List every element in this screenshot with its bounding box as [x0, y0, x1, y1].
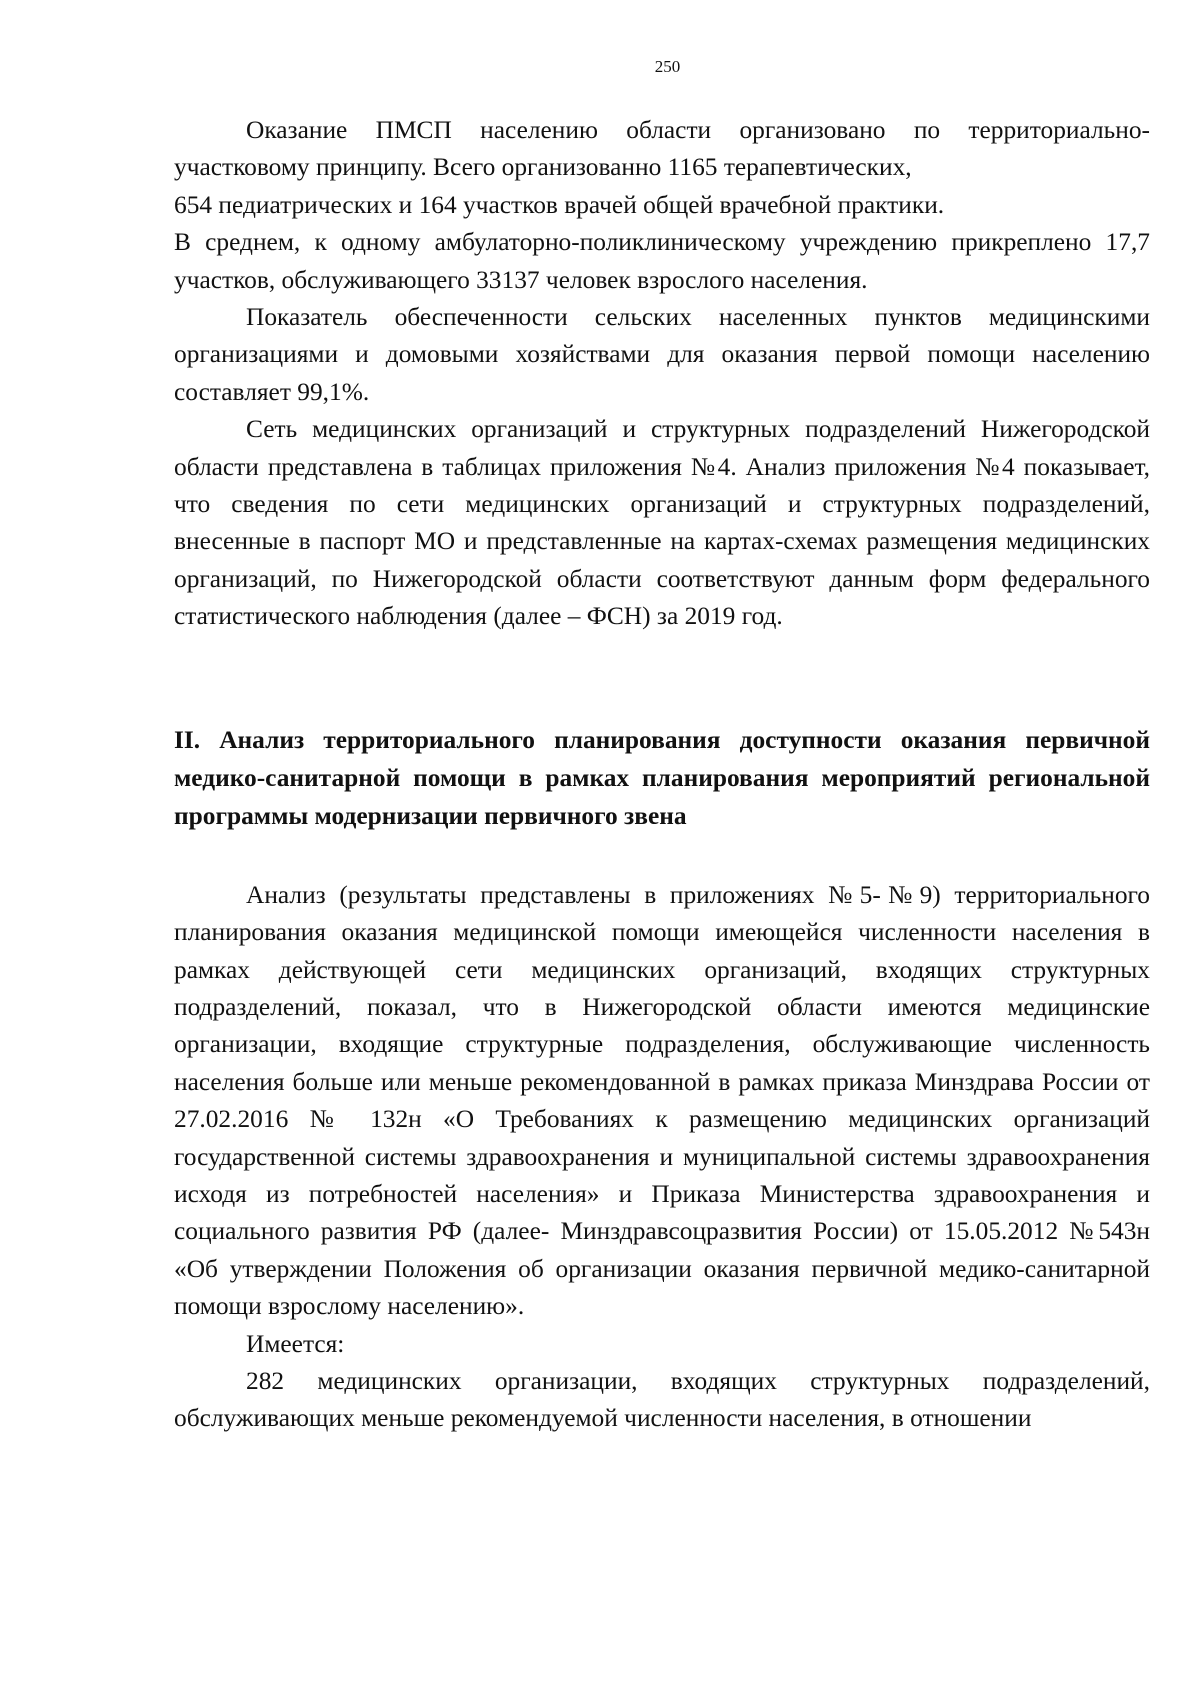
- paragraph-planning-analysis: Анализ (результаты представлены в приложениях №5-№9) территориального планирования оказания медицинской помощи имеющейся численности населения в рамках действующей сети медицинских организаций, входящих структурных подразделений, показал, что в Нижегородской области имеются медицинские организации, входящие структурные подразделения, обслуживающие численность населения больше или меньше рекомендованной в рамках приказа Минздрава России от 27.02.2016 № 132н «О Требованиях к размещению медицинских организаций государственной системы здравоохранения и муниципальной системы здравоохранения исходя из потребностей населения» и Приказа Министерства здравоохранения и социального развития РФ (далее- Минздравсоцразвития России) от 15.05.2012 №543н «Об утверждении Положения об организации оказания первичной медико-санитарной помощи взрослому населению».: [174, 880, 1150, 1321]
- page-number: 250: [654, 57, 681, 76]
- paragraph-average-sites: В среднем, к одному амбулаторно-поликлиническому учреждению прикреплено 17,7 участков, обслуживающего 33137 человек взрослого населения.: [174, 228, 1150, 294]
- paragraph-282-organizations: 282 медицинских организации, входящих структурных подразделений, обслуживающих меньше рекомендуемой численности населения, в отношении: [174, 1366, 1150, 1433]
- paragraph-pediatric-sites: 654 педиатрических и 164 участков врачей общей врачебной практики.: [174, 190, 945, 219]
- paragraph-rural-coverage: Показатель обеспеченности сельских населенных пунктов медицинскими организациями и домовыми хозяйствами для оказания первой помощи населению составляет 99,1%.: [174, 303, 1150, 406]
- paragraph-pmsp-organization: Оказание ПМСП населению области организовано по территориально-участковому принципу. Всего организованно 1165 терапевтических,: [174, 116, 1150, 182]
- section-heading: II. Анализ территориального планирования доступности оказания первичной медико-санитарной помощи в рамках планирования мероприятий региональной программы модернизации первичного звена: [174, 725, 1150, 830]
- paragraph-network-analysis: Сеть медицинских организаций и структурных подразделений Нижегородской области представлена в таблицах приложения №4. Анализ приложения №4 показывает, что сведения по сети медицинских организаций и структурных подразделений, внесенные в паспорт МО и представленные на картах-схемах размещения медицинских организаций, по Нижегородской области соответствуют данным форм федерального статистического наблюдения (далее – ФСН) за 2019 год.: [174, 415, 1150, 631]
- paragraph-available: Имеется:: [246, 1329, 345, 1358]
- document-body: [174, 112, 1150, 1438]
